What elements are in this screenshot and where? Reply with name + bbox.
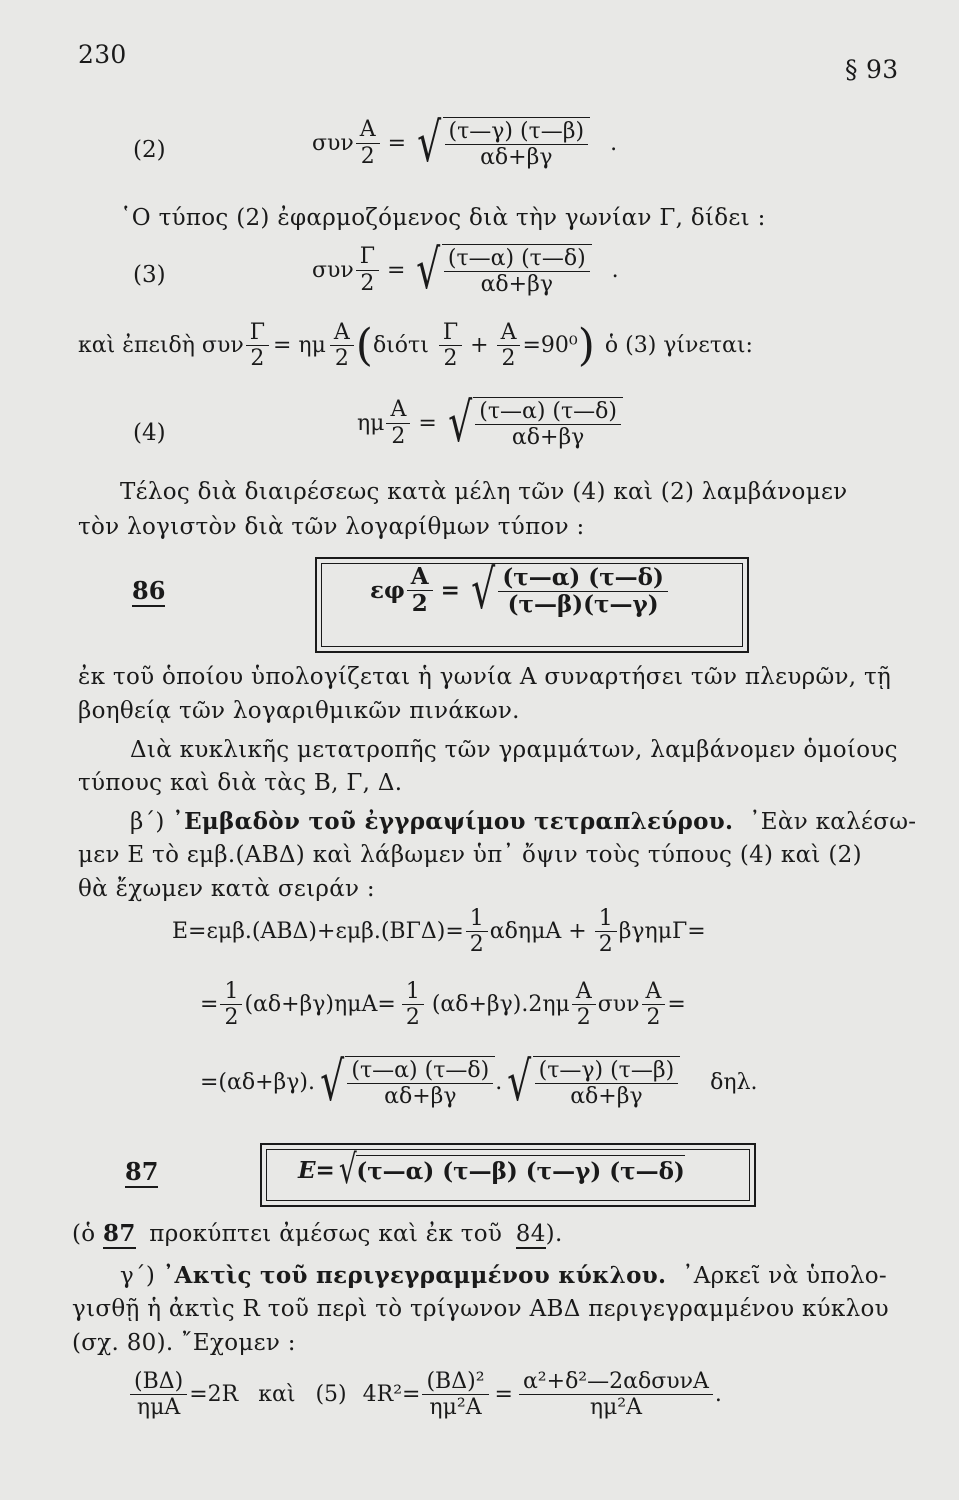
paragraph-line: Τέλος διὰ διαιρέσεως κατὰ μέλη τῶν (4) καὶ (2) λαμβάνομεν [120, 479, 848, 505]
radical: √ $\frac{(\tau—\alpha) (\tau—\delta)}{\alpha\delta+\beta\gamma}$ [443, 396, 623, 450]
radical: √ $\frac{(\tau—\alpha) (\tau—\delta)}{\alpha\delta+\beta\gamma}$ [411, 243, 591, 297]
page-number: 230 [78, 40, 127, 69]
area-equation-3: =(αδ+βγ). √ $\frac{(\tau—\alpha) (\tau—\delta)}{\alpha\delta+\beta\gamma}$ . √ $\frac{(\tau—\gamma) (\tau—\beta)}{\alpha\delta+\beta\gamma}$ δηλ. [200, 1050, 758, 1113]
paragraph-line: γισθῇ ἡ ἀκτὶς R τοῦ περὶ τὸ τρίγωνον ΑΒΔ περιγεγραμμένου κύκλου [72, 1296, 889, 1322]
equation-label-2: (2) [133, 137, 166, 163]
radical: √ $\frac{(\tau—\gamma) (\tau—\beta)}{\alpha\delta+\beta\gamma}$ [412, 116, 590, 170]
area-equation-1: Ε=εμβ.(ΑΒΔ)+εμβ.(ΒΓΔ)= $\frac{1}{2}$ αδημΑ + $\frac{1}{2}$ βγημΓ= [172, 906, 706, 958]
fraction-G-2: $\frac{\Gamma}{2}$ [356, 245, 379, 294]
equation-2: συν $\frac{A}{2}$ = √ $\frac{(\tau—\gamma) (\tau—\beta)}{\alpha\delta+\beta\gamma}$ . [312, 111, 618, 174]
fn-syn: συν [312, 130, 354, 156]
fraction-A-2: $\frac{A}{2}$ [356, 118, 380, 167]
equation-3: συν $\frac{\Gamma}{2}$ = √ $\frac{(\tau—\alpha) (\tau—\delta)}{\alpha\delta+\beta\gamma}$ . [312, 238, 619, 301]
equation-label-4: (4) [133, 420, 166, 446]
equals-sign: = [387, 130, 407, 156]
note-line: (ὁ 87 προκύπτει ἀμέσως καὶ ἐκ τοῦ 84). [72, 1220, 563, 1247]
paragraph-line: Διὰ κυκλικῆς μετατροπῆς τῶν γραμμάτων, λαμβάνομεν ὁμοίους [130, 737, 898, 763]
formula-number-86: 86 [132, 576, 166, 605]
formula-87: Ε= √ (τ—α) (τ—β) (τ—γ) (τ—δ) [298, 1147, 685, 1193]
equation-relation-line: καὶ ἐπειδὴ συν $\frac{\Gamma}{2}$ = ημ $\frac{A}{2}$ ( διότι $\frac{\Gamma}{2}$ + $\frac{A}{2}$ =90⁰ ) ὁ (3) γίνεται: [78, 319, 753, 371]
equation-label-3: (3) [133, 262, 166, 288]
text-line: ῾Ο τύπος (2) ἐφαρμοζόμενος διὰ τὴν γωνίαν Γ, δίδει : [120, 205, 766, 231]
section-heading-beta: β΄) ᾿Εμβαδὸν τοῦ ἐγγραψίμου τετραπλεύρου. ᾿Εὰν καλέσω- [130, 808, 917, 835]
equation-4: ημ $\frac{A}{2}$ = √ $\frac{(\tau—\alpha) (\tau—\delta)}{\alpha\delta+\beta\gamma}$ [357, 396, 623, 450]
paragraph-line: ἐκ τοῦ ὁποίου ὑπολογίζεται ἡ γωνία Α συναρτήσει τῶν πλευρῶν, τῇ [78, 664, 892, 690]
section-number: § 93 [845, 55, 899, 84]
paragraph-line: τύπους καὶ διὰ τὰς Β, Γ, Δ. [78, 770, 403, 796]
area-equation-2: = $\frac{1}{2}$ (αδ+βγ)ημΑ= $\frac{1}{2}$ (αδ+βγ).2ημ $\frac{A}{2}$ συν $\frac{A}{2}$ = [200, 979, 686, 1031]
radius-equation: $\frac{(B\Delta)}{\text{ημΑ}}$ =2R καὶ (5) 4R²= $\frac{\text{(ΒΔ)²}}{\text{ημ²Α}}$ = $\frac{\text{α²+δ²—2αδσυνΑ}}{\text{ημ²Α}}$ . [128, 1370, 722, 1419]
formula-number-87: 87 [125, 1157, 159, 1186]
paragraph-line: μεν Ε τὸ εμβ.(ΑΒΔ) καὶ λάβωμεν ὑπ᾿ ὄψιν τοὺς τύπους (4) καὶ (2) [78, 842, 862, 868]
paragraph-line: τὸν λογιστὸν διὰ τῶν λογαρίθμων τύπον : [78, 514, 585, 540]
section-heading-gamma: γ΄) ᾿Ακτὶς τοῦ περιγεγραμμένου κύκλου. ᾿Αρκεῖ νὰ ὑπολο- [120, 1262, 887, 1289]
paragraph-line: θὰ ἔχωμεν κατὰ σειράν : [78, 876, 375, 902]
paragraph-line: βοηθείᾳ τῶν λογαριθμικῶν πινάκων. [78, 698, 520, 724]
formula-86: εφ $\frac{A}{2}$ = √ $\frac{(\tau—\alpha) (\tau—\delta)}{(\tau—\beta)(\tau—\gamma)}$ [370, 563, 670, 617]
paragraph-line: (σχ. 80). ῎Εχομεν : [72, 1330, 296, 1356]
